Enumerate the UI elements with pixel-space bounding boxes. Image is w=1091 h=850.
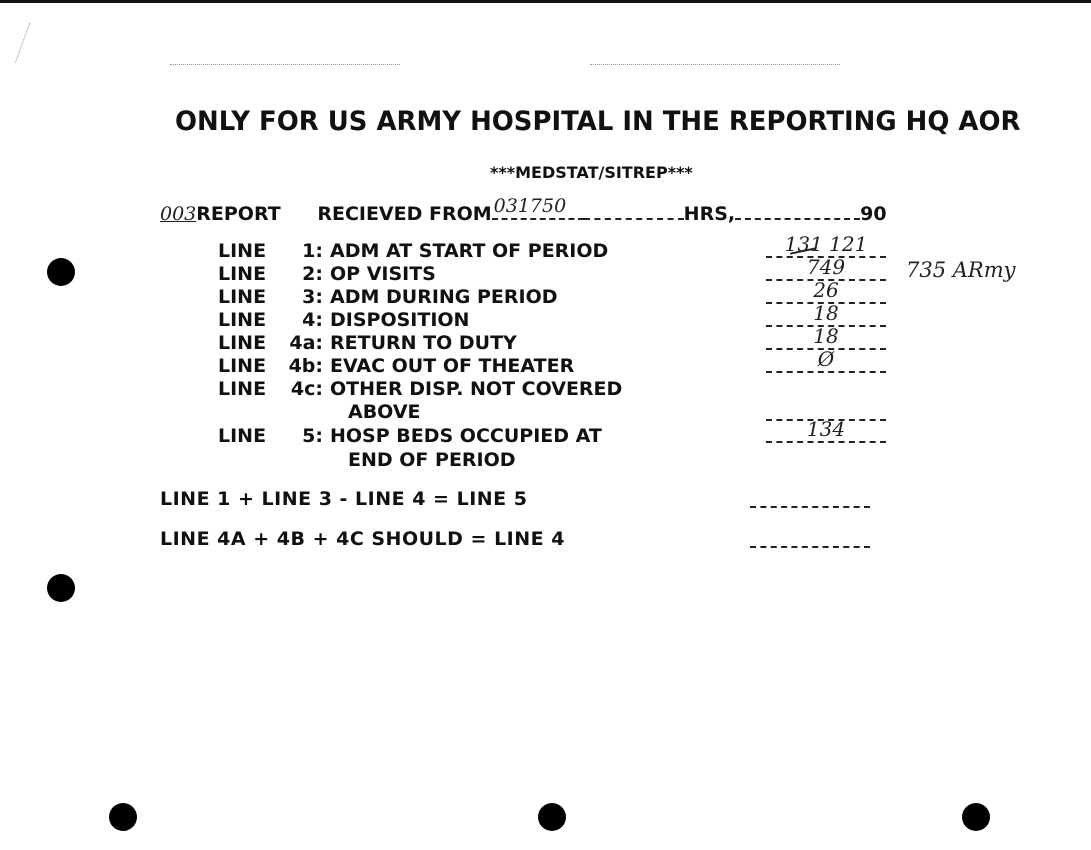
line-description: DISPOSITION [330,309,470,331]
hrs-label: HRS, [683,203,736,225]
date-field [735,202,860,220]
line-value-field [766,347,886,373]
line-label: LINE [218,309,267,331]
line-description: ADM AT START OF PERIOD [330,240,609,262]
line-description: OTHER DISP. NOT COVERED [330,378,623,400]
line-label: LINE [218,378,267,400]
formula-blank [750,546,870,548]
report-number: 003 [160,203,197,225]
line-label: LINE [218,332,267,354]
line-value: 18 [813,301,839,325]
punch-hole [538,803,566,831]
formula-line-5: LINE 1 + LINE 3 - LINE 4 = LINE 5 [160,488,528,510]
top-edge-rule [0,0,1091,3]
line-number: 3: [302,286,323,308]
line-description: OP VISITS [330,263,436,285]
page-title: ONLY FOR US ARMY HOSPITAL IN THE REPORTING HQ AOR [175,106,1021,137]
line-description: HOSP BEDS OCCUPIED AT [330,425,602,447]
line-value: 134 [806,417,846,441]
scan-noise [590,64,840,66]
scan-mark [15,23,31,63]
line-number: 4c: [290,378,323,400]
line-label: LINE [218,425,267,447]
report-line [160,195,887,225]
line-value: 26 [813,278,839,302]
year-suffix: 90 [860,203,887,225]
line-value: 749 [806,255,846,279]
punch-hole [47,574,75,602]
line-value: Ø [817,347,835,371]
punch-hole [47,258,75,286]
form-subtitle: ***MEDSTAT/SITREP*** [490,163,693,182]
line-value: 131 121 [784,232,868,256]
line-number: 4a: [289,332,323,354]
punch-hole [962,803,990,831]
line-number: 4: [302,309,323,331]
punch-hole [109,803,137,831]
handwritten-side-note: 735 ARmy [906,258,1016,282]
line-number: 4b: [288,355,323,377]
line-description: ADM DURING PERIOD [330,286,558,308]
line-value-field [766,417,886,443]
line-description: EVAC OUT OF THEATER [330,355,575,377]
line-number: 1: [302,240,323,262]
received-value: 031750 [493,195,567,217]
scan-noise [170,64,400,66]
line-description-continued: ABOVE [348,401,421,423]
line-number: 5: [302,425,323,447]
line-number: 2: [302,263,323,285]
formula-line-4: LINE 4A + 4B + 4C SHOULD = LINE 4 [160,528,565,550]
report-label: REPORT [196,203,281,225]
line-label: LINE [218,355,267,377]
line-description-continued: END OF PERIOD [348,449,516,471]
received-field [492,195,584,220]
line-description: RETURN TO DUTY [330,332,517,354]
line-label: LINE [218,286,267,308]
received-label: RECIEVED FROM [317,203,492,225]
line-label: LINE [218,263,267,285]
line-label: LINE [218,240,267,262]
line-value: 18 [813,324,839,348]
formula-blank [750,506,870,508]
time-field [584,202,684,220]
